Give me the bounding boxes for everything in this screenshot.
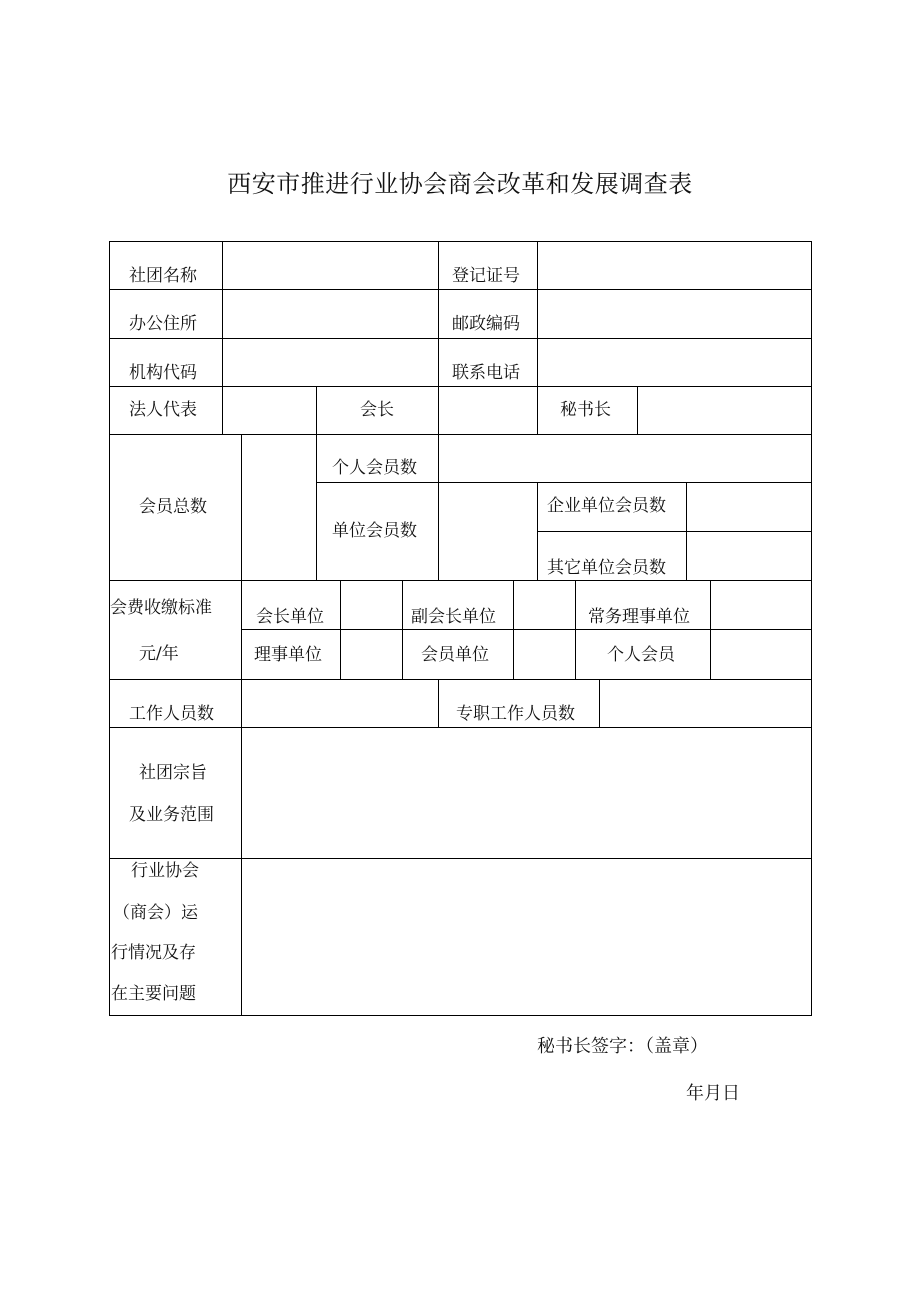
label-legal-rep: 法人代表 bbox=[129, 400, 197, 420]
col-divider bbox=[241, 580, 242, 679]
label-enterprise-members: 企业单位会员数 bbox=[547, 496, 666, 516]
label-fee-standard: 会费收缴标准 bbox=[110, 598, 212, 618]
col-divider bbox=[599, 679, 600, 727]
label-operation-line1: 行业协会 bbox=[131, 861, 199, 881]
label-operation-line4: 在主要问题 bbox=[111, 984, 196, 1004]
label-unit-members: 单位会员数 bbox=[332, 521, 417, 541]
col-divider bbox=[537, 386, 538, 434]
col-divider bbox=[316, 386, 317, 434]
date-line: 年月日 bbox=[686, 1083, 740, 1104]
label-other-members: 其它单位会员数 bbox=[547, 558, 666, 578]
col-divider bbox=[637, 386, 638, 434]
col-divider bbox=[222, 386, 223, 434]
col-divider bbox=[241, 434, 242, 580]
col-divider bbox=[575, 580, 576, 679]
row-divider bbox=[316, 482, 812, 483]
col-divider bbox=[537, 482, 538, 580]
row-divider bbox=[109, 338, 812, 339]
label-secretary-general: 秘书长 bbox=[560, 400, 611, 420]
row-divider bbox=[109, 434, 812, 435]
table-border-left bbox=[109, 241, 110, 1016]
label-vice-president-unit: 副会长单位 bbox=[411, 607, 496, 627]
label-individual-member: 个人会员 bbox=[607, 645, 675, 665]
col-divider bbox=[438, 434, 439, 580]
col-divider bbox=[340, 580, 341, 679]
col-divider bbox=[686, 482, 687, 580]
label-individual-members: 个人会员数 bbox=[332, 458, 417, 478]
label-office-address: 办公住所 bbox=[129, 314, 197, 334]
signature-line: 秘书长签字：（盖章） bbox=[537, 1036, 708, 1057]
label-director-unit: 理事单位 bbox=[254, 645, 322, 665]
col-divider bbox=[316, 434, 317, 580]
row-divider bbox=[109, 289, 812, 290]
col-divider bbox=[222, 241, 223, 386]
label-operation-line3: 行情况及存 bbox=[111, 943, 196, 963]
row-divider bbox=[109, 858, 812, 859]
col-divider bbox=[710, 580, 711, 679]
label-purpose-line1: 社团宗旨 bbox=[139, 763, 207, 783]
row-divider bbox=[537, 531, 812, 532]
label-member-unit: 会员单位 bbox=[421, 645, 489, 665]
col-divider bbox=[537, 241, 538, 386]
label-operation-line2: （商会）运 bbox=[113, 903, 198, 923]
page-title: 西安市推进行业协会商会改革和发展调查表 bbox=[227, 170, 693, 198]
col-divider bbox=[241, 679, 242, 727]
row-divider bbox=[241, 629, 812, 630]
label-org-code: 机构代码 bbox=[129, 363, 197, 383]
row-divider bbox=[109, 580, 812, 581]
table-border-top bbox=[109, 241, 812, 242]
label-purpose-line2: 及业务范围 bbox=[129, 805, 214, 825]
label-registration-no: 登记证号 bbox=[452, 266, 520, 286]
label-president-unit: 会长单位 bbox=[256, 607, 324, 627]
col-divider bbox=[241, 727, 242, 1015]
label-total-members: 会员总数 bbox=[139, 497, 207, 517]
row-divider bbox=[109, 727, 812, 728]
label-phone: 联系电话 bbox=[452, 363, 520, 383]
label-president: 会长 bbox=[360, 400, 394, 420]
col-divider bbox=[513, 580, 514, 679]
col-divider bbox=[438, 679, 439, 727]
col-divider bbox=[438, 386, 439, 434]
label-org-name: 社团名称 bbox=[129, 266, 197, 286]
row-divider bbox=[109, 679, 812, 680]
label-postal-code: 邮政编码 bbox=[452, 314, 520, 334]
table-border-bottom bbox=[109, 1015, 812, 1016]
label-fulltime-staff: 专职工作人员数 bbox=[456, 704, 575, 724]
col-divider bbox=[438, 241, 439, 386]
row-divider bbox=[109, 386, 812, 387]
label-fee-unit: 元/年 bbox=[139, 644, 179, 664]
table-border-right bbox=[811, 241, 812, 1016]
label-executive-director-unit: 常务理事单位 bbox=[588, 607, 690, 627]
label-staff-count: 工作人员数 bbox=[129, 704, 214, 724]
col-divider bbox=[402, 580, 403, 679]
